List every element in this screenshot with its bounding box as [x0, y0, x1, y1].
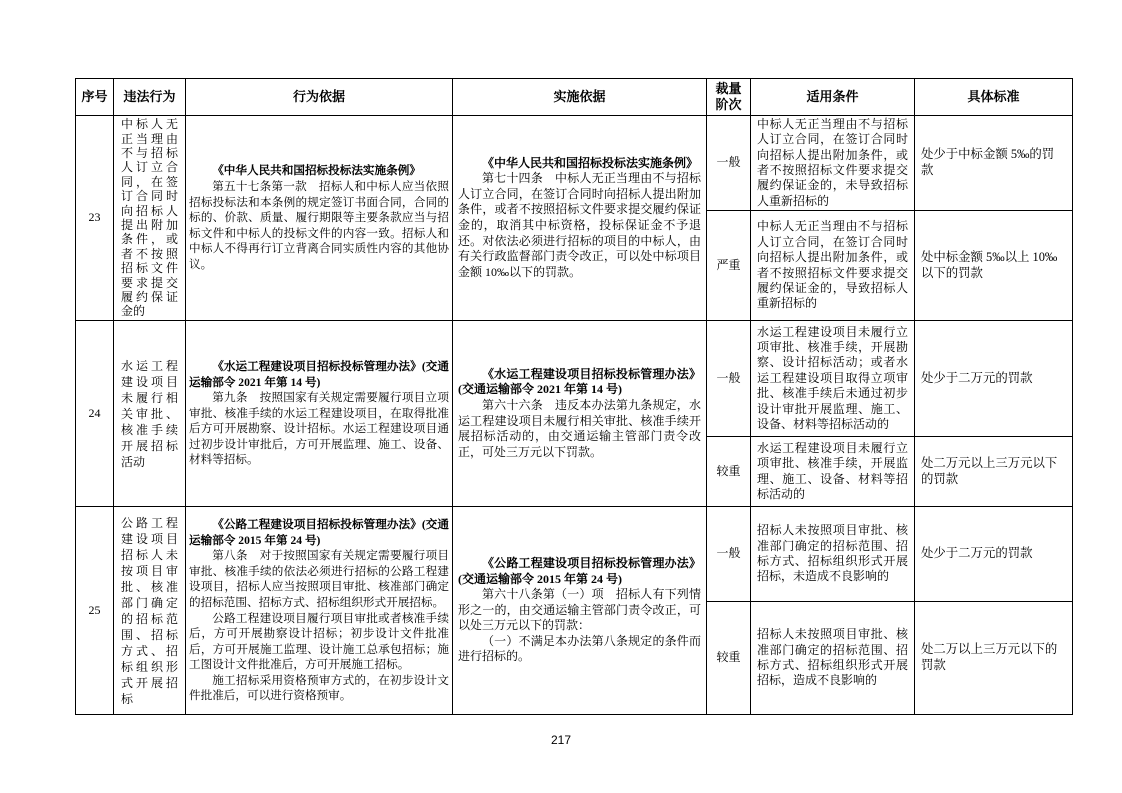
- discretion-standards-table: [75, 78, 1073, 715]
- applicable-condition-cell: 招标人未按照项目审批、核准部门确定的招标范围、招标方式、招标组织形式开展招标，未造成不良影响的: [751, 507, 915, 602]
- legal-basis-cell: [186, 507, 453, 715]
- penalty-standard-cell: 处二万以上三万元以下的罚款: [915, 602, 1073, 715]
- table-row: [76, 507, 1073, 602]
- penalty-standard-cell: 处少于二万元的罚款: [915, 321, 1073, 437]
- discretion-level-cell: 较重: [707, 437, 751, 507]
- implementation-law-title: 《水运工程建设项目招标投标管理办法》(交通运输部令 2021 年第 14 号): [458, 366, 701, 397]
- penalty-standard-cell: 处二万元以上三万元以下的罚款: [915, 437, 1073, 507]
- header-applicable-condition: 适用条件: [751, 79, 915, 116]
- discretion-level-cell: 严重: [707, 211, 751, 321]
- applicable-condition-cell: 水运工程建设项目未履行立项审批、核准手续，开展勘察、设计招标活动；或者水运工程建设项目取得立项审批、核准手续后未通过初步设计审批开展监理、施工、设备、材料等招标活动的: [751, 321, 915, 437]
- implementation-basis-cell: [453, 507, 707, 715]
- discretion-level-cell: 一般: [707, 116, 751, 211]
- legal-basis-article: 公路工程建设项目履行项目审批或者核准手续后，方可开展勘察设计招标；初步设计文件批准后，方可开展施工监理、设计施工总承包招标；施工图设计文件批准后，方可开展施工招标。: [189, 611, 449, 672]
- legal-basis-article: 施工招标采用资格预审方式的，在初步设计文件批准后，可以进行资格预审。: [189, 673, 449, 703]
- implementation-basis-cell: [453, 321, 707, 507]
- implementation-law-title: 《公路工程建设项目招标投标管理办法》(交通运输部令 2015 年第 24 号): [458, 555, 701, 586]
- penalty-standard-cell: 处少于中标金额 5‰的罚款: [915, 116, 1073, 211]
- legal-basis-law-title: 《水运工程建设项目招标投标管理办法》(交通运输部令 2021 年第 14 号): [189, 359, 449, 389]
- implementation-basis-cell: [453, 116, 707, 321]
- discretion-level-cell: 一般: [707, 507, 751, 602]
- legal-basis-cell: [186, 321, 453, 507]
- header-violation: 违法行为: [114, 79, 186, 116]
- legal-basis-article: 第五十七条第一款 招标人和中标人应当依照招标投标法和本条例的规定签订书面合同，合同的标的、价款、质量、履行期限等主要条款应当与招标文件和中标人的投标文件的内容一致。招标人和中标人不得再行订立背离合同实质性内容的其他协议。: [189, 180, 449, 271]
- table-row: [76, 116, 1073, 211]
- serial-number-cell: 24: [76, 321, 114, 507]
- violation-cell: 公路工程建设项目招标人未按项目审批、核准部门确定的招标范围、招标方式、招标组织形式开展招标: [114, 507, 186, 715]
- applicable-condition-cell: 中标人无正当理由不与招标人订立合同，在签订合同时向招标人提出附加条件，或者不按照招标文件要求提交履约保证金的，未导致招标人重新招标的: [751, 116, 915, 211]
- discretion-level-cell: 一般: [707, 321, 751, 437]
- applicable-condition-cell: 水运工程建设项目未履行立项审批、核准手续，开展监理、施工、设备、材料等招标活动的: [751, 437, 915, 507]
- header-implementation-basis: 实施依据: [453, 79, 707, 116]
- table-header-row: [76, 79, 1073, 116]
- legal-basis-cell: [186, 116, 453, 321]
- discretion-level-cell: 较重: [707, 602, 751, 715]
- page-number: 217: [550, 733, 572, 747]
- violation-cell: 中标人无正当理由不与招标人订立合同，在签订合同时向招标人提出附加条件，或者不按照招标文件要求提交履约保证金的: [114, 116, 186, 321]
- applicable-condition-cell: 中标人无正当理由不与招标人订立合同，在签订合同时向招标人提出附加条件，或者不按照招标文件要求提交履约保证金的，导致招标人重新招标的: [751, 211, 915, 321]
- serial-number-cell: 25: [76, 507, 114, 715]
- penalty-standard-cell: 处中标金额 5‰以上 10‰以下的罚款: [915, 211, 1073, 321]
- legal-basis-article: 第八条 对于按照国家有关规定需要履行项目审批、核准手续的依法必须进行招标的公路工程建设项目，招标人应当按照项目审批、核准部门确定的招标范围、招标方式、招标组织形式开展招标。: [189, 549, 449, 609]
- implementation-law-title: 《中华人民共和国招标投标法实施条例》: [482, 155, 699, 170]
- table-row: [76, 321, 1073, 437]
- header-penalty-standard: 具体标准: [915, 79, 1073, 116]
- legal-basis-law-title: 《中华人民共和国招标投标法实施条例》: [212, 164, 421, 178]
- implementation-article: 第六十六条 违反本办法第九条规定，水运工程建设项目未履行相关审批、核准手续开展招标活动的，由交通运输主管部门责令改正，可处三万元以下罚款。: [458, 397, 701, 459]
- serial-number-cell: 23: [76, 116, 114, 321]
- header-discretion-level: 裁量阶次: [707, 79, 751, 116]
- implementation-article: 第七十四条 中标人无正当理由不与招标人订立合同，在签订合同时向招标人提出附加条件，或者不按照招标文件要求提交履约保证金的，取消其中标资格，投标保证金不予退还。对依法必须进行招标的项目的中标人，由有关行政监督部门责令改正，可以处中标项目金额 10‰以下的罚款。: [458, 171, 701, 279]
- applicable-condition-cell: 招标人未按照项目审批、核准部门确定的招标范围、招标方式、招标组织形式开展招标，造成不良影响的: [751, 602, 915, 715]
- implementation-article: 第六十八条第（一）项 招标人有下列情形之一的，由交通运输主管部门责令改正，可以处三万元以下的罚款：: [458, 587, 701, 633]
- penalty-standard-cell: 处少于二万元的罚款: [915, 507, 1073, 602]
- header-serial-number: 序号: [76, 79, 114, 116]
- violation-cell: 水运工程建设项目未履行相关审批、核准手续开展招标活动: [114, 321, 186, 507]
- header-legal-basis: 行为依据: [186, 79, 453, 116]
- implementation-article: （一）不满足本办法第八条规定的条件而进行招标的。: [458, 633, 701, 664]
- legal-basis-article: 第九条 按照国家有关规定需要履行项目立项审批、核准手续的水运工程建设项目，在取得批准后方可开展勘察、设计招标。水运工程建设项目通过初步设计审批后，方可开展监理、施工、设备、材料等招标。: [189, 391, 449, 467]
- legal-basis-law-title: 《公路工程建设项目招标投标管理办法》(交通运输部令 2015 年第 24 号): [189, 517, 449, 547]
